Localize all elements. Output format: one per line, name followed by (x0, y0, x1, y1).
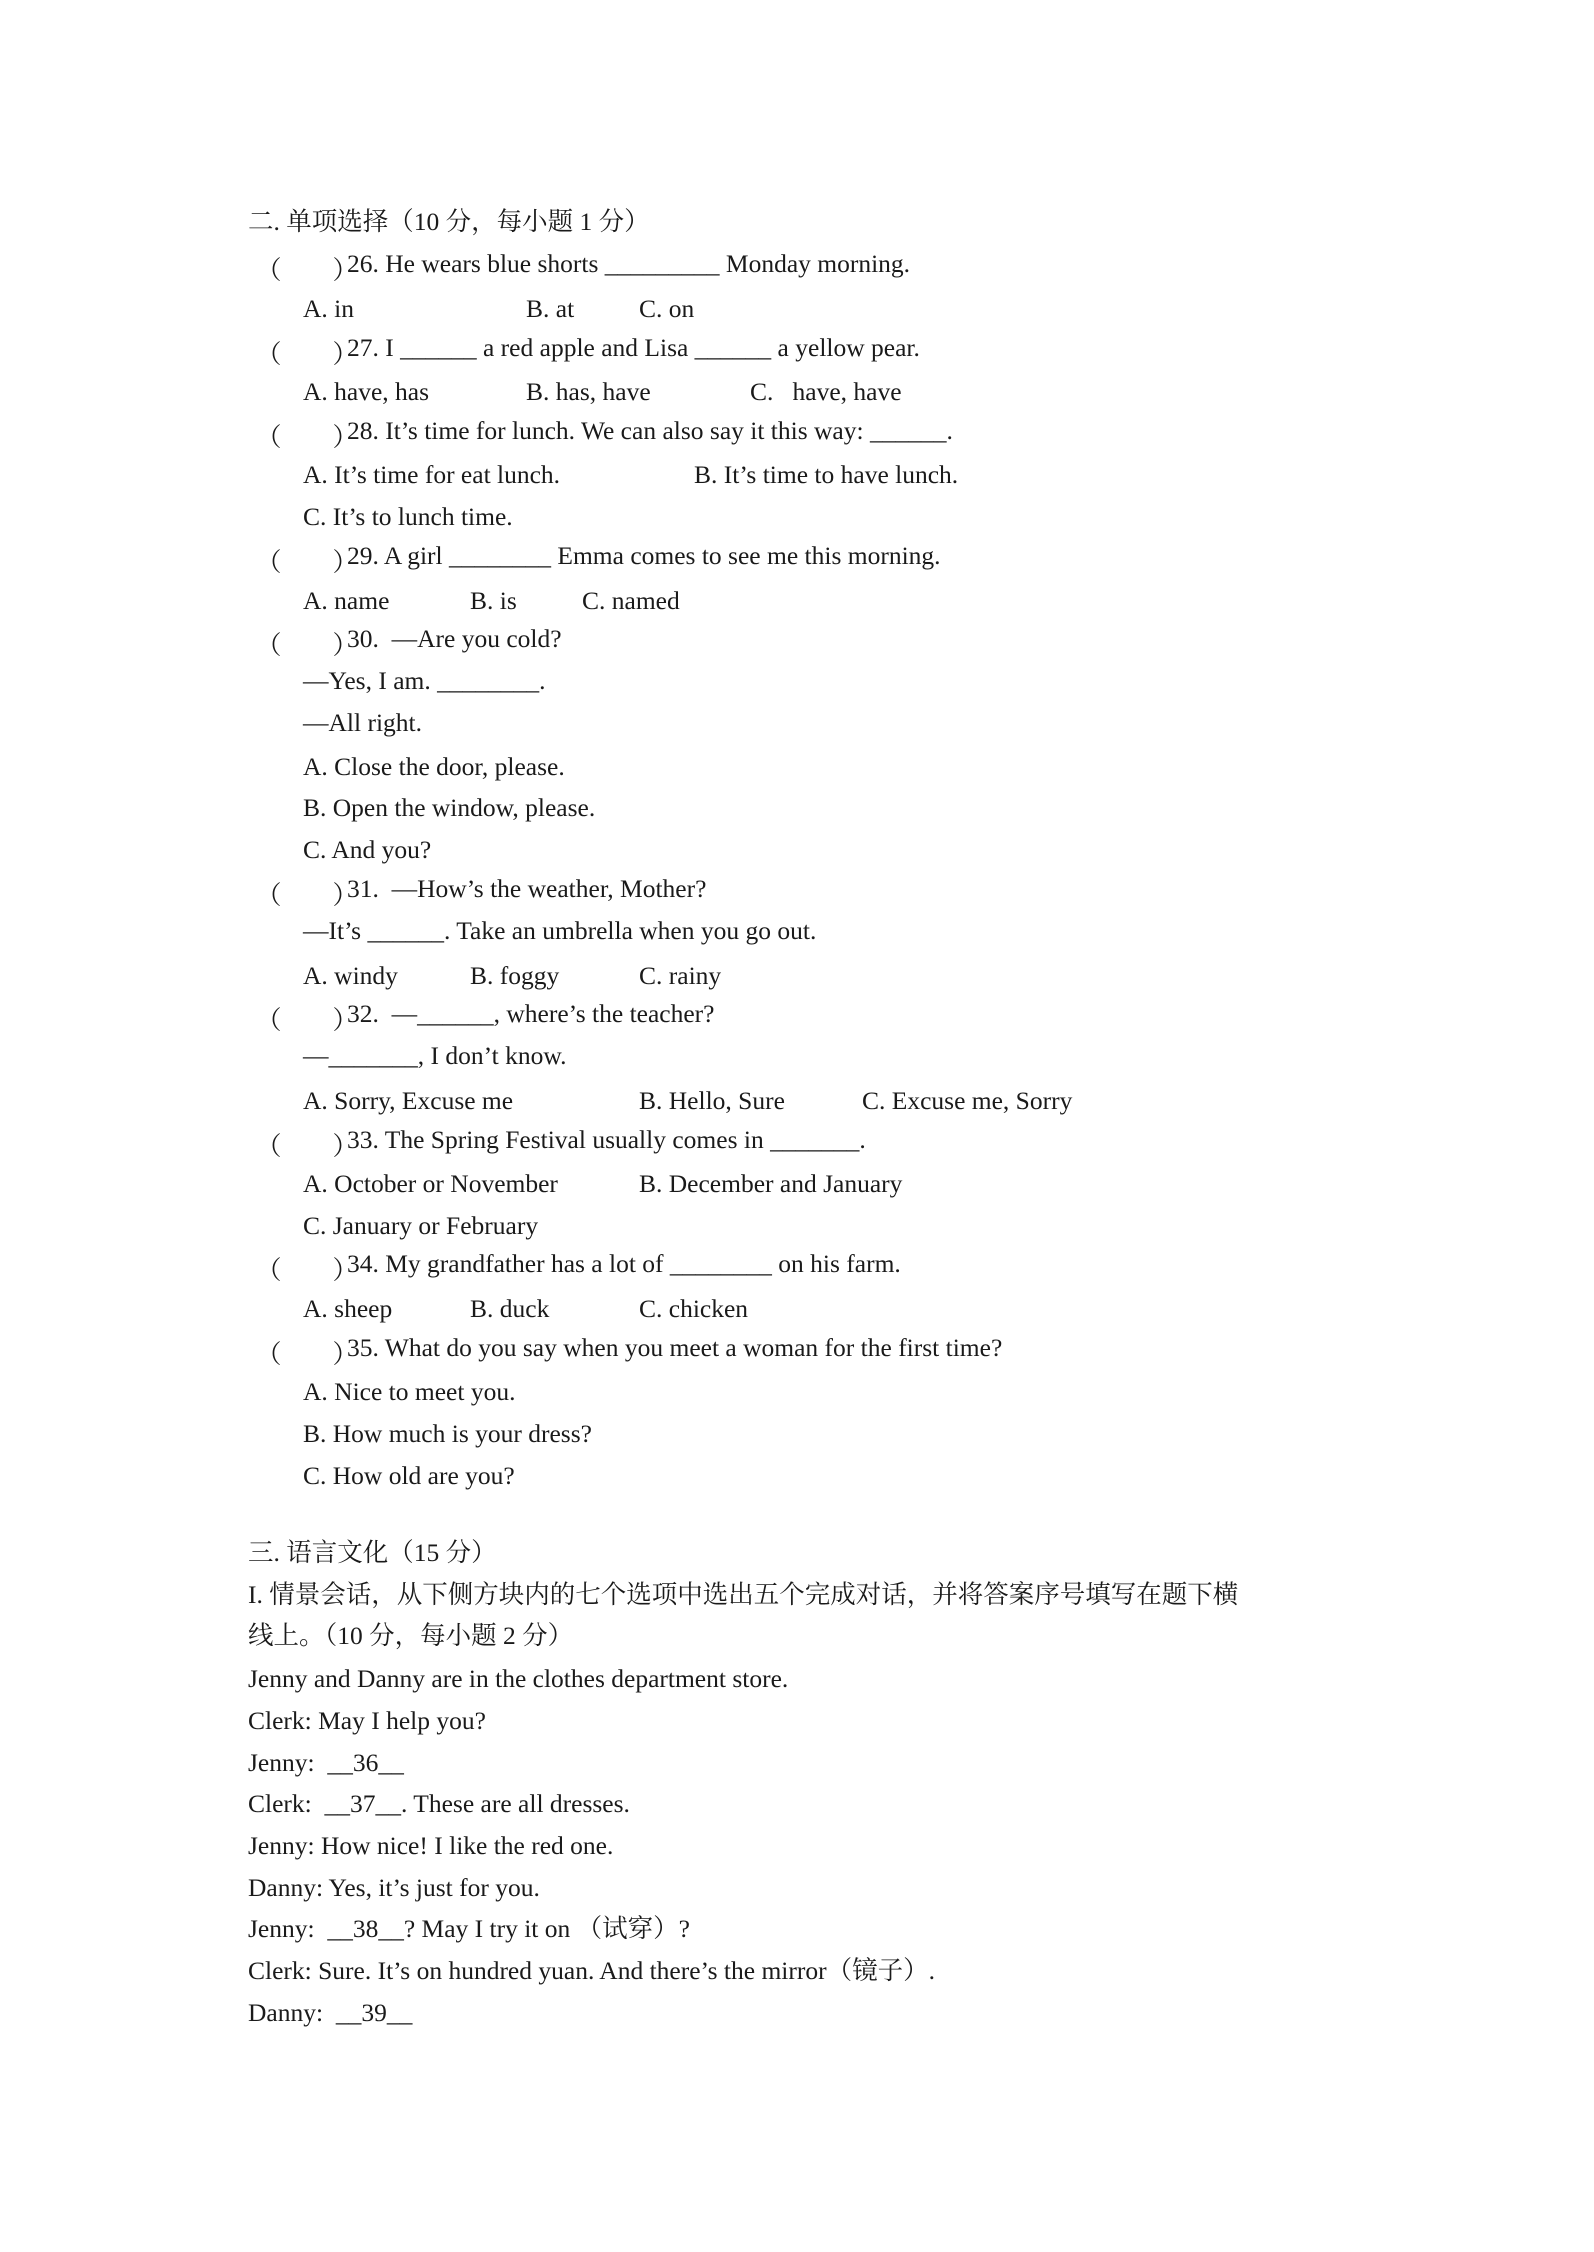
section-3-instruction-cont: 线上。（10 分，每小题 2 分） (248, 1621, 574, 1650)
option-c: C. chicken (639, 1294, 749, 1323)
option-b: B. duck (470, 1294, 550, 1323)
answer-paren[interactable]: （ ） (256, 881, 359, 910)
option-c: C. It’s to lunch time. (303, 502, 513, 531)
question-stem: 31. —How’s the weather, Mother? (347, 874, 707, 903)
option-b: B. Open the window, please. (303, 793, 596, 822)
answer-paren[interactable]: （ ） (256, 548, 359, 577)
question-stem: 35. What do you say when you meet a woman for the first time? (347, 1333, 1003, 1362)
dialog-line-blank-36[interactable]: Jenny: __36__ (248, 1748, 404, 1777)
option-c: C. on (639, 294, 695, 323)
dialog-line-blank-38[interactable]: Jenny: __38__? May I try it on （试穿）? (248, 1914, 690, 1943)
answer-paren[interactable]: （ ） (256, 423, 359, 452)
dialog-line: Danny: Yes, it’s just for you. (248, 1873, 540, 1902)
option-b: B. at (526, 294, 575, 323)
option-b: B. It’s time to have lunch. (694, 460, 959, 489)
option-c: C. January or February (303, 1211, 539, 1240)
dialog-line: Clerk: May I help you? (248, 1706, 486, 1735)
question-stem: 32. —______, where’s the teacher? (347, 999, 715, 1028)
dialog-line: —Yes, I am. ________. (303, 666, 546, 695)
option-c: C. named (582, 586, 680, 615)
option-b: B. December and January (639, 1169, 903, 1198)
option-a: A. October or November (303, 1169, 558, 1198)
option-c: C. have, have (750, 377, 902, 406)
question-stem: 30. —Are you cold? (347, 624, 562, 653)
option-a: A. It’s time for eat lunch. (303, 460, 561, 489)
option-c: C. rainy (639, 961, 722, 990)
question-stem: 34. My grandfather has a lot of ________ on his farm. (347, 1249, 901, 1278)
dialog-line-blank-39[interactable]: Danny: __39__ (248, 1998, 413, 2027)
answer-paren[interactable]: （ ） (256, 1340, 359, 1369)
answer-paren[interactable]: （ ） (256, 1256, 359, 1285)
option-a: A. sheep (303, 1294, 393, 1323)
option-b: B. foggy (470, 961, 560, 990)
dialog-line: —All right. (303, 708, 422, 737)
option-a: A. Close the door, please. (303, 752, 565, 781)
question-stem: 27. I ______ a red apple and Lisa ______ a yellow pear. (347, 333, 920, 362)
section-3-heading: 三. 语言文化（15 分） (248, 1538, 497, 1567)
option-a: A. name (303, 586, 390, 615)
dialog-line-blank-37[interactable]: Clerk: __37__. These are all dresses. (248, 1789, 630, 1818)
option-a: A. have, has (303, 377, 430, 406)
option-a: A. Nice to meet you. (303, 1377, 516, 1406)
option-a: A. in (303, 294, 354, 323)
dialog-intro: Jenny and Danny are in the clothes department store. (248, 1664, 789, 1693)
option-c: C. And you? (303, 835, 432, 864)
question-stem: 26. He wears blue shorts _________ Monday morning. (347, 249, 911, 278)
answer-paren[interactable]: （ ） (256, 340, 359, 369)
option-c: C. Excuse me, Sorry (862, 1086, 1073, 1115)
dialog-line: Jenny: How nice! I like the red one. (248, 1831, 614, 1860)
option-b: B. is (470, 586, 517, 615)
dialog-line: —_______, I don’t know. (303, 1041, 567, 1070)
question-stem: 29. A girl ________ Emma comes to see me this morning. (347, 541, 941, 570)
option-c: C. How old are you? (303, 1461, 515, 1490)
option-a: A. Sorry, Excuse me (303, 1086, 514, 1115)
option-b: B. has, have (526, 377, 651, 406)
answer-paren[interactable]: （ ） (256, 631, 359, 660)
option-a: A. windy (303, 961, 398, 990)
answer-paren[interactable]: （ ） (256, 1132, 359, 1161)
section-3-instruction: I. 情景会话，从下侧方块内的七个选项中选出五个完成对话，并将答案序号填写在题下横 (248, 1580, 1239, 1609)
dialog-line: Clerk: Sure. It’s on hundred yuan. And there’s the mirror（镜子）. (248, 1956, 935, 1985)
question-stem: 28. It’s time for lunch. We can also say it this way: ______. (347, 416, 953, 445)
answer-paren[interactable]: （ ） (256, 256, 359, 285)
section-2-heading: 二. 单项选择（10 分，每小题 1 分） (248, 207, 650, 236)
answer-paren[interactable]: （ ） (256, 1006, 359, 1035)
option-b: B. How much is your dress? (303, 1419, 592, 1448)
question-stem: 33. The Spring Festival usually comes in _______. (347, 1125, 866, 1154)
option-b: B. Hello, Sure (639, 1086, 785, 1115)
dialog-line: —It’s ______. Take an umbrella when you go out. (303, 916, 817, 945)
